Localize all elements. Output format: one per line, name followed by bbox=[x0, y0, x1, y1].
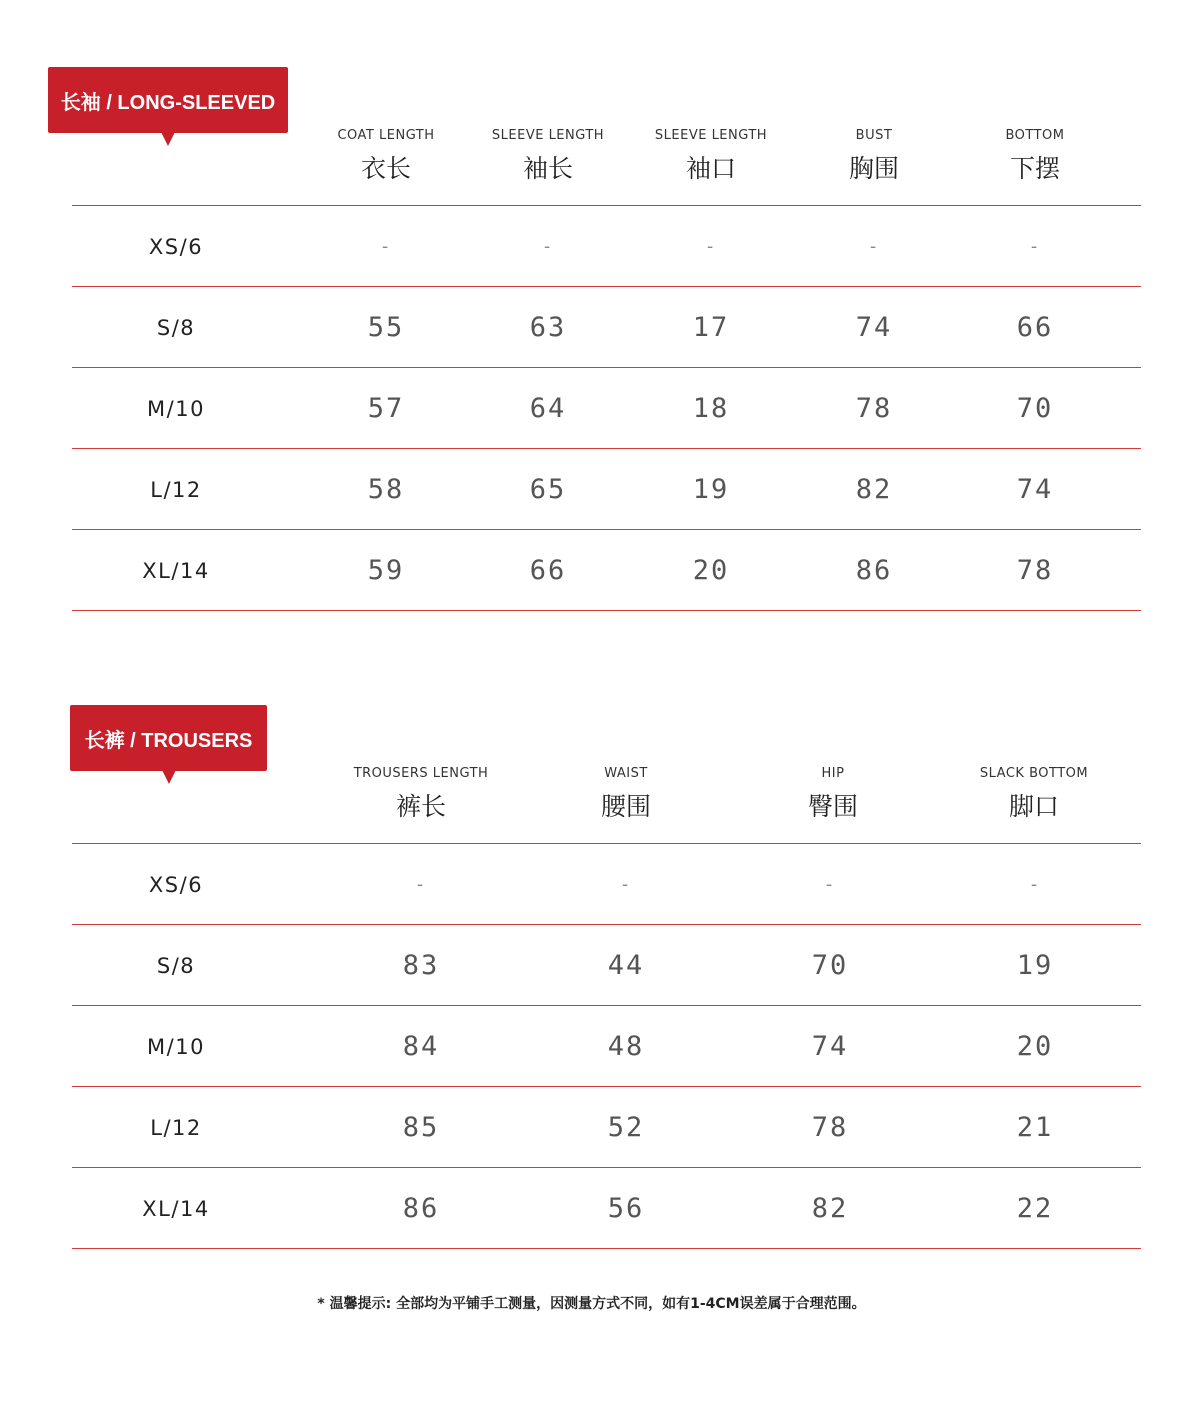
value-cell: 74 bbox=[1016, 474, 1054, 505]
value-cell: - bbox=[1028, 874, 1042, 895]
long-sleeved-size-table bbox=[72, 205, 1141, 611]
value-cell: 85 bbox=[402, 1112, 440, 1143]
value-cell: 19 bbox=[692, 474, 730, 505]
value-cell: 64 bbox=[529, 393, 567, 424]
value-cell: 18 bbox=[692, 393, 730, 424]
trousers-section bbox=[0, 640, 1183, 1260]
table-row bbox=[72, 529, 1141, 611]
header-en: TROUSERS LENGTH bbox=[353, 766, 489, 781]
header-waist bbox=[536, 766, 716, 823]
size-label: XS/6 bbox=[148, 873, 204, 897]
value-cell: - bbox=[823, 874, 837, 895]
value-cell: 55 bbox=[367, 312, 405, 343]
value-cell: - bbox=[379, 236, 393, 257]
table-row bbox=[72, 286, 1141, 367]
table-row bbox=[72, 843, 1141, 924]
value-cell: 63 bbox=[529, 312, 567, 343]
size-label: XL/14 bbox=[142, 559, 210, 583]
header-bust bbox=[784, 128, 964, 185]
value-cell: 83 bbox=[402, 950, 440, 981]
value-cell: 78 bbox=[855, 393, 893, 424]
header-zh: 腰围 bbox=[600, 792, 651, 821]
size-label: L/12 bbox=[150, 478, 202, 502]
size-label: L/12 bbox=[150, 1116, 202, 1140]
value-cell: 17 bbox=[692, 312, 730, 343]
value-cell: 74 bbox=[811, 1031, 849, 1062]
header-en: WAIST bbox=[604, 766, 648, 781]
header-zh: 臀围 bbox=[807, 792, 858, 821]
header-en: SLACK BOTTOM bbox=[979, 766, 1089, 781]
value-cell: 70 bbox=[811, 950, 849, 981]
header-cuff bbox=[621, 128, 801, 185]
value-cell: 57 bbox=[367, 393, 405, 424]
value-cell: 82 bbox=[811, 1193, 849, 1224]
header-en: BOTTOM bbox=[1005, 128, 1065, 143]
value-cell: - bbox=[867, 236, 881, 257]
value-cell: - bbox=[1028, 236, 1042, 257]
value-cell: 52 bbox=[607, 1112, 645, 1143]
value-cell: - bbox=[541, 236, 555, 257]
measurement-note: * 温馨提示: 全部均为平铺手工测量，因测量方式不同，如有1-4CM误差属于合理范围。 bbox=[317, 1296, 866, 1312]
header-coat-length bbox=[296, 128, 476, 185]
header-zh: 胸围 bbox=[848, 154, 899, 183]
header-en: COAT LENGTH bbox=[337, 128, 435, 143]
value-cell: 84 bbox=[402, 1031, 440, 1062]
value-cell: 74 bbox=[855, 312, 893, 343]
header-zh: 袖长 bbox=[522, 154, 573, 183]
value-cell: 48 bbox=[607, 1031, 645, 1062]
value-cell: 86 bbox=[855, 555, 893, 586]
header-sleeve-length bbox=[458, 128, 638, 185]
size-label: M/10 bbox=[147, 1035, 205, 1059]
value-cell: - bbox=[414, 874, 428, 895]
table-row bbox=[72, 367, 1141, 448]
table-row bbox=[72, 924, 1141, 1005]
header-zh: 袖口 bbox=[685, 154, 736, 183]
long-sleeved-section bbox=[0, 0, 1183, 640]
value-cell: 44 bbox=[607, 950, 645, 981]
header-zh: 裤长 bbox=[395, 792, 446, 821]
value-cell: 82 bbox=[855, 474, 893, 505]
header-zh: 下摆 bbox=[1009, 154, 1060, 183]
header-zh: 衣长 bbox=[360, 154, 411, 183]
table-row bbox=[72, 205, 1141, 286]
header-en: BUST bbox=[855, 128, 893, 143]
header-zh: 脚口 bbox=[1008, 792, 1059, 821]
table-row bbox=[72, 1086, 1141, 1167]
header-hip bbox=[743, 766, 923, 823]
header-slack-bottom bbox=[944, 766, 1124, 823]
value-cell: 20 bbox=[692, 555, 730, 586]
value-cell: 65 bbox=[529, 474, 567, 505]
value-cell: 66 bbox=[529, 555, 567, 586]
header-en: HIP bbox=[821, 766, 845, 781]
size-label: S/8 bbox=[156, 316, 196, 340]
long-sleeved-badge: 长袖 / LONG-SLEEVED bbox=[48, 67, 288, 133]
value-cell: 21 bbox=[1016, 1112, 1054, 1143]
table-row bbox=[72, 1005, 1141, 1086]
size-label: S/8 bbox=[156, 954, 196, 978]
value-cell: 58 bbox=[367, 474, 405, 505]
value-cell: 86 bbox=[402, 1193, 440, 1224]
value-cell: 78 bbox=[1016, 555, 1054, 586]
trousers-size-table bbox=[72, 843, 1141, 1249]
table-row bbox=[72, 1167, 1141, 1249]
value-cell: 19 bbox=[1016, 950, 1054, 981]
table-row bbox=[72, 448, 1141, 529]
value-cell: 56 bbox=[607, 1193, 645, 1224]
header-bottom bbox=[945, 128, 1125, 185]
value-cell: 70 bbox=[1016, 393, 1054, 424]
size-label: XL/14 bbox=[142, 1197, 210, 1221]
header-trousers-length bbox=[331, 766, 511, 823]
value-cell: 59 bbox=[367, 555, 405, 586]
value-cell: 66 bbox=[1016, 312, 1054, 343]
value-cell: - bbox=[619, 874, 633, 895]
value-cell: - bbox=[704, 236, 718, 257]
header-en: SLEEVE LENGTH bbox=[654, 128, 768, 143]
size-label: M/10 bbox=[147, 397, 205, 421]
size-label: XS/6 bbox=[148, 235, 204, 259]
value-cell: 78 bbox=[811, 1112, 849, 1143]
value-cell: 20 bbox=[1016, 1031, 1054, 1062]
header-en: SLEEVE LENGTH bbox=[491, 128, 605, 143]
trousers-badge: 长裤 / TROUSERS bbox=[70, 705, 267, 771]
value-cell: 22 bbox=[1016, 1193, 1054, 1224]
